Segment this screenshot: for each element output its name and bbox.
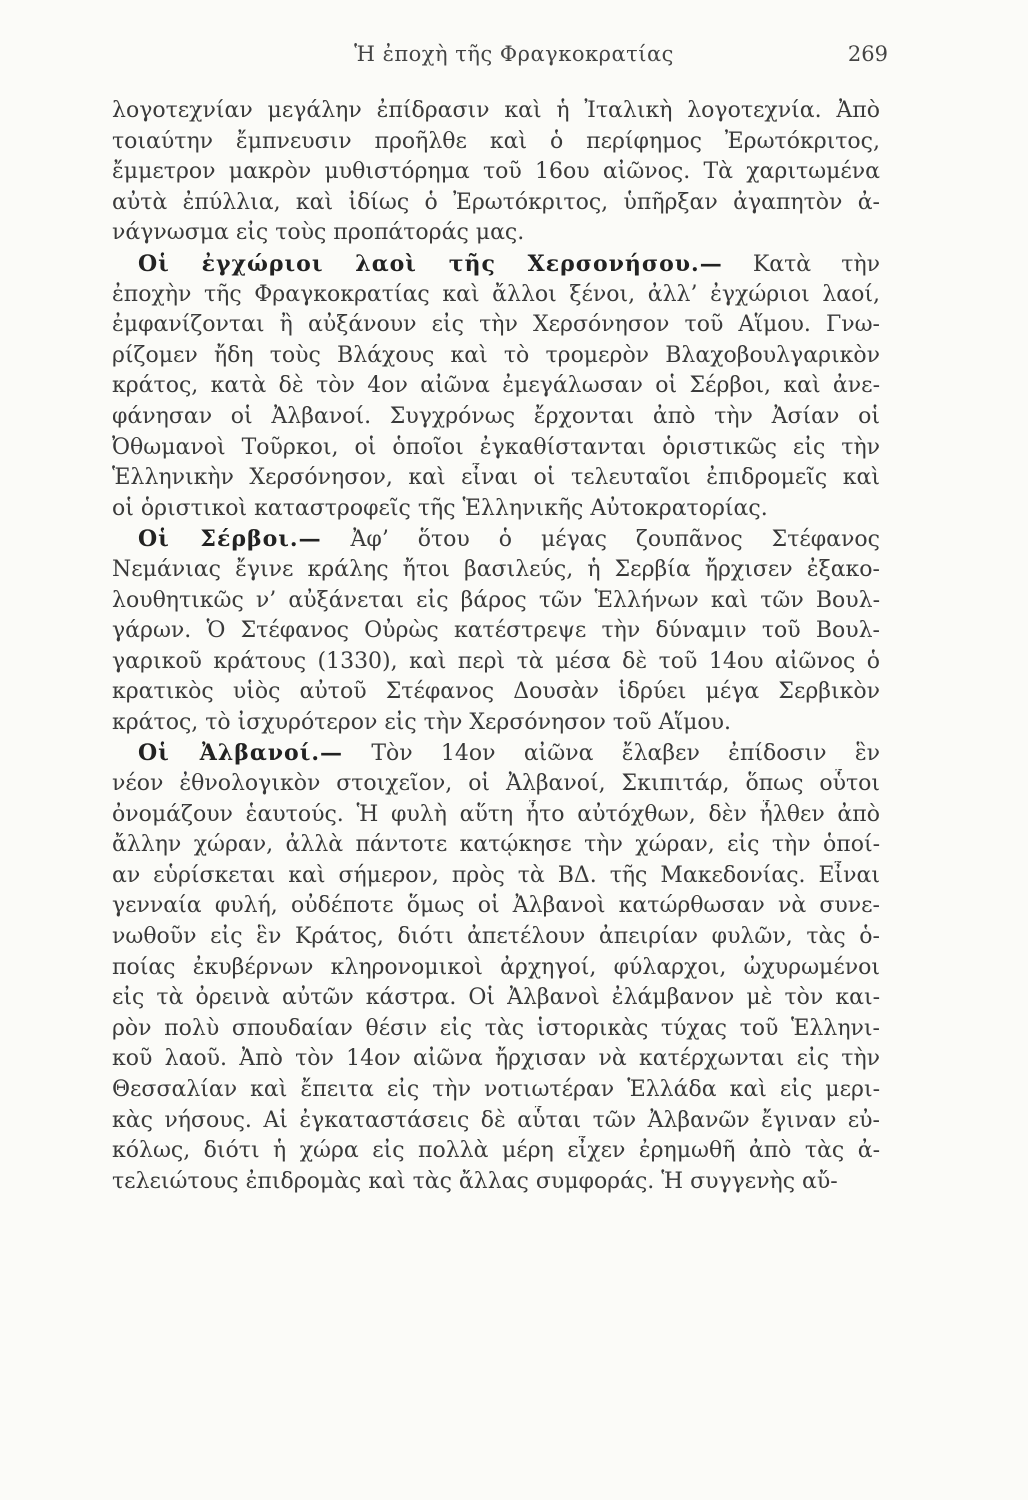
text-line: νέον ἐθνολογικὸν στοιχεῖον, οἱ Ἀλβανοί, Σκιπιτάρ, ὅπως οὗτοι: [112, 771, 880, 797]
text-line: οἱ ὁριστικοὶ καταστροφεῖς τῆς Ἑλληνικῆς Αὐτοκρατορίας.: [112, 495, 768, 521]
text-line: τοιαύτην ἔμπνευσιν προῆλθε καὶ ὁ περίφημος Ἐρωτόκριτος,: [112, 128, 880, 154]
text-line: Ὀθωμανοὶ Τοῦρκοι, οἱ ὁποῖοι ἐγκαθίστανται ὁριστικῶς εἰς τὴν: [112, 434, 880, 460]
line-text: Ἀφ’ ὅτου ὁ μέγας ζουπᾶνος Στέφανος: [350, 527, 880, 553]
text-line: κόλως, διότι ἡ χώρα εἰς πολλὰ μέρη εἶχεν ἐρημωθῆ ἀπὸ τὰς ἀ-: [112, 1138, 880, 1164]
section-heading: Οἱ ἐγχώριοι λαοὶ τῆς Χερσονήσου.—: [138, 250, 723, 277]
body-text: [112, 96, 880, 1197]
text-line: λογοτεχνίαν μεγάλην ἐπίδρασιν καὶ ἡ Ἰταλικὴ λογοτεχνία. Ἀπὸ: [112, 98, 880, 123]
paragraph: [112, 524, 880, 738]
text-line: γενναία φυλή, οὐδέποτε ὅμως οἱ Ἀλβανοὶ κατώρθωσαν νὰ συνε-: [112, 893, 880, 919]
text-line: κοῦ λαοῦ. Ἀπὸ τὸν 14ον αἰῶνα ἤρχισαν νὰ κατέρχωνται εἰς τὴν: [112, 1046, 880, 1072]
text-line: Ἑλληνικὴν Χερσόνησον, καὶ εἶναι οἱ τελευταῖοι ἐπιδρομεῖς καὶ: [112, 465, 880, 491]
text-line: ἐμφανίζονται ἢ αὐξάνουν εἰς τὴν Χερσόνησον τοῦ Αἵμου. Γνω-: [112, 312, 880, 338]
text-line: ὀνομάζουν ἑαυτούς. Ἡ φυλὴ αὕτη ἦτο αὐτόχθων, δὲν ἦλθεν ἀπὸ: [112, 801, 880, 827]
text-line: κρατικὸς υἱὸς αὐτοῦ Στέφανος Δουσὰν ἱδρύει μέγα Σερβικὸν: [112, 679, 880, 705]
text-line: [112, 524, 880, 555]
text-line: ἐποχὴν τῆς Φραγκοκρατίας καὶ ἄλλοι ξένοι, ἀλλ’ ἐγχώριοι λαοί,: [112, 281, 880, 307]
text-line: ἔμμετρον μακρὸν μυθιστόρημα τοῦ 16ου αἰῶνος. Τὰ χαριτωμένα: [112, 159, 880, 185]
text-line: ρὸν πολὺ σπουδαίαν θέσιν εἰς τὰς ἱστορικὰς τύχας τοῦ Ἑλληνι-: [112, 1015, 880, 1041]
section-heading: Οἱ Σέρβοι.—: [138, 526, 322, 553]
text-line: ἄλλην χώραν, ἀλλὰ πάντοτε κατῴκησε τὴν χώραν, εἰς τὴν ὁποί-: [112, 832, 880, 858]
text-line: ρίζομεν ἤδη τοὺς Βλάχους καὶ τὸ τρομερὸν Βλαχοβουλγαρικὸν: [112, 342, 880, 368]
text-line: [112, 738, 880, 769]
text-line: νωθοῦν εἰς ἓν Κράτος, διότι ἀπετέλουν ἀπειρίαν φυλῶν, τὰς ὁ-: [112, 924, 880, 950]
paragraph: [112, 96, 880, 249]
text-line: ποίας ἐκυβέρνων κληρονομικοὶ ἀρχηγοί, φύλαρχοι, ὠχυρωμένοι: [112, 954, 880, 980]
text-line: Νεμάνιας ἔγινε κράλης ἤτοι βασιλεύς, ἡ Σερβία ἤρχισεν ἐξακο-: [112, 556, 880, 582]
text-line: λουθητικῶς ν’ αὐξάνεται εἰς βάρος τῶν Ἑλλήνων καὶ τῶν Βουλ-: [112, 587, 880, 613]
text-line: φάνησαν οἱ Ἀλβανοί. Συγχρόνως ἔρχονται ἀπὸ τὴν Ἀσίαν οἱ: [112, 403, 880, 429]
text-line: γάρων. Ὁ Στέφανος Οὐρὼς κατέστρεψε τὴν δύναμιν τοῦ Βουλ-: [112, 618, 880, 644]
page-number: 269: [847, 42, 888, 66]
paragraph: [112, 249, 880, 524]
paragraph: [112, 738, 880, 1197]
text-line: κὰς νήσους. Αἱ ἐγκαταστάσεις δὲ αὗται τῶν Ἀλβανῶν ἔγιναν εὐ-: [112, 1107, 880, 1133]
line-text: Τὸν 14ον αἰῶνα ἔλαβεν ἐπίδοσιν ἓν: [371, 741, 880, 767]
running-title: Ἡ ἐποχὴ τῆς Φραγκοκρατίας: [354, 42, 674, 66]
text-line: εἰς τὰ ὀρεινὰ αὐτῶν κάστρα. Οἱ Ἀλβανοὶ ἐλάμβανον μὲ τὸν και-: [112, 985, 880, 1011]
section-heading: Οἱ Ἀλβανοί.—: [138, 740, 344, 767]
text-line: αν εὑρίσκεται καὶ σήμερον, πρὸς τὰ ΒΔ. τῆς Μακεδονίας. Εἶναι: [112, 862, 880, 888]
text-line: κράτος, κατὰ δὲ τὸν 4ον αἰῶνα ἐμεγάλωσαν οἱ Σέρβοι, καὶ ἀνε-: [112, 373, 880, 399]
text-line: Θεσσαλίαν καὶ ἔπειτα εἰς τὴν νοτιωτέραν Ἑλλάδα καὶ εἰς μερι-: [112, 1077, 880, 1102]
line-text: Κατὰ τὴν: [752, 251, 880, 277]
text-line: τελειώτους ἐπιδρομὰς καὶ τὰς ἄλλας συμφοράς. Ἡ συγγενὴς αὔ-: [112, 1168, 838, 1194]
text-line: γαρικοῦ κράτους (1330), καὶ περὶ τὰ μέσα δὲ τοῦ 14ου αἰῶνος ὁ: [112, 648, 880, 674]
text-line: νάγνωσμα εἰς τοὺς προπάτοράς μας.: [112, 220, 525, 246]
text-line: κράτος, τὸ ἰσχυρότερον εἰς τὴν Χερσόνησον τοῦ Αἵμου.: [112, 709, 732, 735]
text-line: [112, 249, 880, 280]
text-line: αὐτὰ ἐπύλλια, καὶ ἰδίως ὁ Ἐρωτόκριτος, ὑπῆρξαν ἀγαπητὸν ἀ-: [112, 189, 880, 215]
running-head: [0, 42, 1028, 76]
